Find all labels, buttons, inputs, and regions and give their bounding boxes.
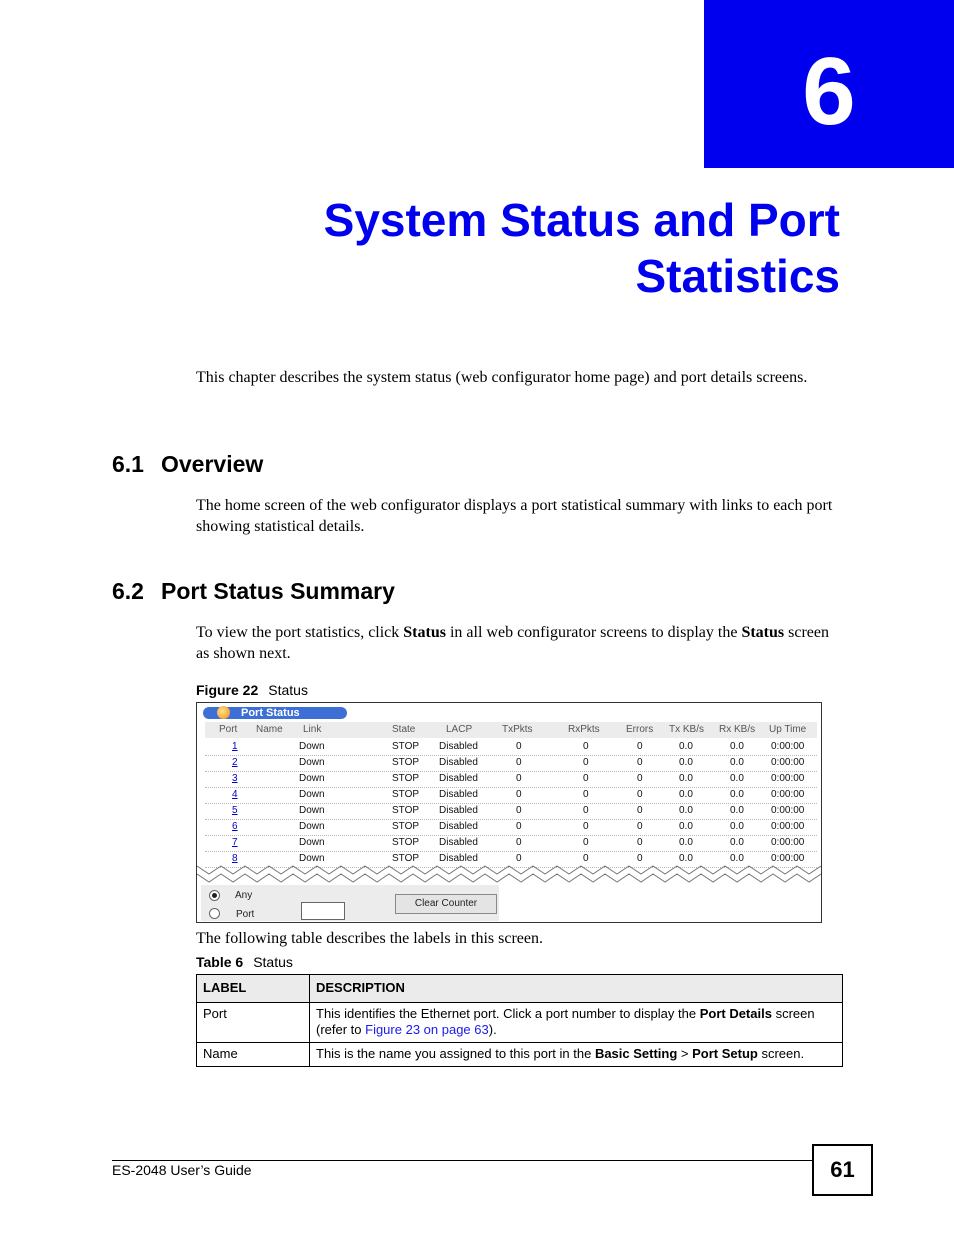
cut-off-edge [197,860,821,886]
header-label: LABEL [197,975,310,1003]
port-errors: 0 [637,773,643,784]
port-tx-kbs: 0.0 [679,741,693,752]
port-up-time: 0:00:00 [771,757,805,768]
port-up-time: 0:00:00 [771,773,805,784]
port-lacp: Disabled [439,837,478,848]
port-tx-kbs: 0.0 [679,773,693,784]
port-up-time: 0:00:00 [771,789,805,800]
port-link: Down [299,757,325,768]
port-rxpkts: 0 [583,741,589,752]
col-up-time: Up Time [769,724,807,735]
row-description: This is the name you assigned to this port in the Basic Setting > Port Setup screen. [310,1043,843,1067]
radio-any-label: Any [235,890,253,901]
table-row [197,1003,843,1043]
port-errors: 0 [637,741,643,752]
port-link: Down [299,853,325,864]
col-link: Link [303,724,322,735]
row-label: Port [197,1003,310,1043]
figure-caption: Figure 22 Status [196,682,308,698]
intro-paragraph: This chapter describes the system status (web configurator home page) and port details screens. [196,369,808,386]
port-state: STOP [392,757,420,768]
col-errors: Errors [626,724,654,735]
port-rx-kbs: 0.0 [730,757,744,768]
port-lacp: Disabled [439,741,478,752]
col-txpkts: TxPkts [502,724,533,735]
section-6-1-heading [112,451,263,478]
port-state: STOP [392,805,420,816]
chapter-title-line2: Statistics [635,250,840,302]
port-errors: 0 [637,789,643,800]
port-rxpkts: 0 [583,789,589,800]
port-link: Down [299,837,325,848]
port-lacp: Disabled [439,821,478,832]
table-caption: Table 6 Status [196,954,293,970]
port-txpkts: 0 [516,853,522,864]
port-up-time: 0:00:00 [771,853,805,864]
port-tx-kbs: 0.0 [679,805,693,816]
port-link: Down [299,789,325,800]
port-rxpkts: 0 [583,773,589,784]
col-lacp: LACP [446,724,473,735]
port-status-figure [196,702,822,923]
footer-rule [112,1160,812,1161]
port-number-link[interactable]: 1 [232,741,238,752]
port-number-link[interactable]: 5 [232,805,238,816]
section-number: 6.2 [112,578,144,604]
table-header-row [197,975,843,1003]
figure-23-link[interactable]: Figure 23 on page 63 [365,1022,489,1037]
port-txpkts: 0 [516,789,522,800]
port-row [205,755,817,772]
port-tx-kbs: 0.0 [679,757,693,768]
screen-title: Port Status [241,707,300,719]
port-rx-kbs: 0.0 [730,837,744,848]
port-lacp: Disabled [439,805,478,816]
table-intro: The following table describes the labels in this screen. [196,930,544,947]
port-row [205,739,817,756]
port-link: Down [299,741,325,752]
col-name: Name [256,724,283,735]
port-errors: 0 [637,821,643,832]
port-rx-kbs: 0.0 [730,741,744,752]
port-status-paragraph: To view the port statistics, click Status in all web configurator screens to display the Status screen as shown next. [196,624,829,662]
page-number: 61 [812,1144,873,1196]
port-txpkts: 0 [516,805,522,816]
chapter-number: 6 [802,38,856,145]
port-row [205,803,817,820]
chapter-title-line1: System Status and Port [323,194,840,246]
port-up-time: 0:00:00 [771,741,805,752]
port-number-link[interactable]: 8 [232,853,238,864]
section-6-2-heading [112,578,395,605]
col-rxpkts: RxPkts [568,724,600,735]
port-rxpkts: 0 [583,853,589,864]
port-link: Down [299,773,325,784]
port-txpkts: 0 [516,757,522,768]
radio-port[interactable] [209,908,220,919]
port-state: STOP [392,789,420,800]
header-description: DESCRIPTION [310,975,843,1003]
port-lacp: Disabled [439,853,478,864]
port-up-time: 0:00:00 [771,805,805,816]
port-number-link[interactable]: 2 [232,757,238,768]
port-row [205,771,817,788]
port-table-header [205,722,817,738]
section-title: Overview [161,451,264,477]
port-rx-kbs: 0.0 [730,853,744,864]
port-row [205,787,817,804]
port-rx-kbs: 0.0 [730,773,744,784]
port-row [205,819,817,836]
overview-paragraph: The home screen of the web configurator displays a port statistical summary with links to each port showing statistical details. [196,497,833,535]
port-errors: 0 [637,757,643,768]
port-rxpkts: 0 [583,757,589,768]
port-state: STOP [392,773,420,784]
port-up-time: 0:00:00 [771,837,805,848]
port-tx-kbs: 0.0 [679,821,693,832]
port-state: STOP [392,741,420,752]
radio-any[interactable] [209,890,220,901]
status-ball-icon [217,706,230,719]
chapter-title [324,192,840,304]
port-tx-kbs: 0.0 [679,789,693,800]
status-description-table [196,974,843,1067]
screen-title-bar [203,707,347,719]
port-lacp: Disabled [439,789,478,800]
col-rx-kbs: Rx KB/s [719,724,756,735]
port-tx-kbs: 0.0 [679,837,693,848]
port-errors: 0 [637,805,643,816]
port-number-input[interactable] [301,902,345,920]
port-errors: 0 [637,837,643,848]
table-row [197,1043,843,1067]
col-tx-kbs: Tx KB/s [669,724,705,735]
port-rx-kbs: 0.0 [730,821,744,832]
port-state: STOP [392,853,420,864]
port-tx-kbs: 0.0 [679,853,693,864]
port-lacp: Disabled [439,773,478,784]
port-rxpkts: 0 [583,821,589,832]
port-number-link[interactable]: 6 [232,821,238,832]
port-rxpkts: 0 [583,837,589,848]
port-number-link[interactable]: 3 [232,773,238,784]
col-state: State [392,724,416,735]
port-number-link[interactable]: 4 [232,789,238,800]
port-rxpkts: 0 [583,805,589,816]
port-rx-kbs: 0.0 [730,789,744,800]
port-txpkts: 0 [516,821,522,832]
port-txpkts: 0 [516,741,522,752]
port-state: STOP [392,837,420,848]
footer-guide-title: ES-2048 User’s Guide [112,1162,252,1178]
port-errors: 0 [637,853,643,864]
section-number: 6.1 [112,451,144,477]
port-txpkts: 0 [516,773,522,784]
port-link: Down [299,821,325,832]
clear-counter-button[interactable]: Clear Counter [395,894,497,914]
port-state: STOP [392,821,420,832]
port-number-link[interactable]: 7 [232,837,238,848]
port-link: Down [299,805,325,816]
port-txpkts: 0 [516,837,522,848]
port-up-time: 0:00:00 [771,821,805,832]
port-row [205,835,817,852]
row-label: Name [197,1043,310,1067]
radio-port-label: Port [236,909,255,920]
col-port: Port [219,724,238,735]
section-title: Port Status Summary [161,578,395,604]
chapter-number-box [704,0,954,168]
port-rx-kbs: 0.0 [730,805,744,816]
port-lacp: Disabled [439,757,478,768]
row-description: This identifies the Ethernet port. Click a port number to display the Port Details screen (refer to Figure 23 on page 63). [310,1003,843,1043]
